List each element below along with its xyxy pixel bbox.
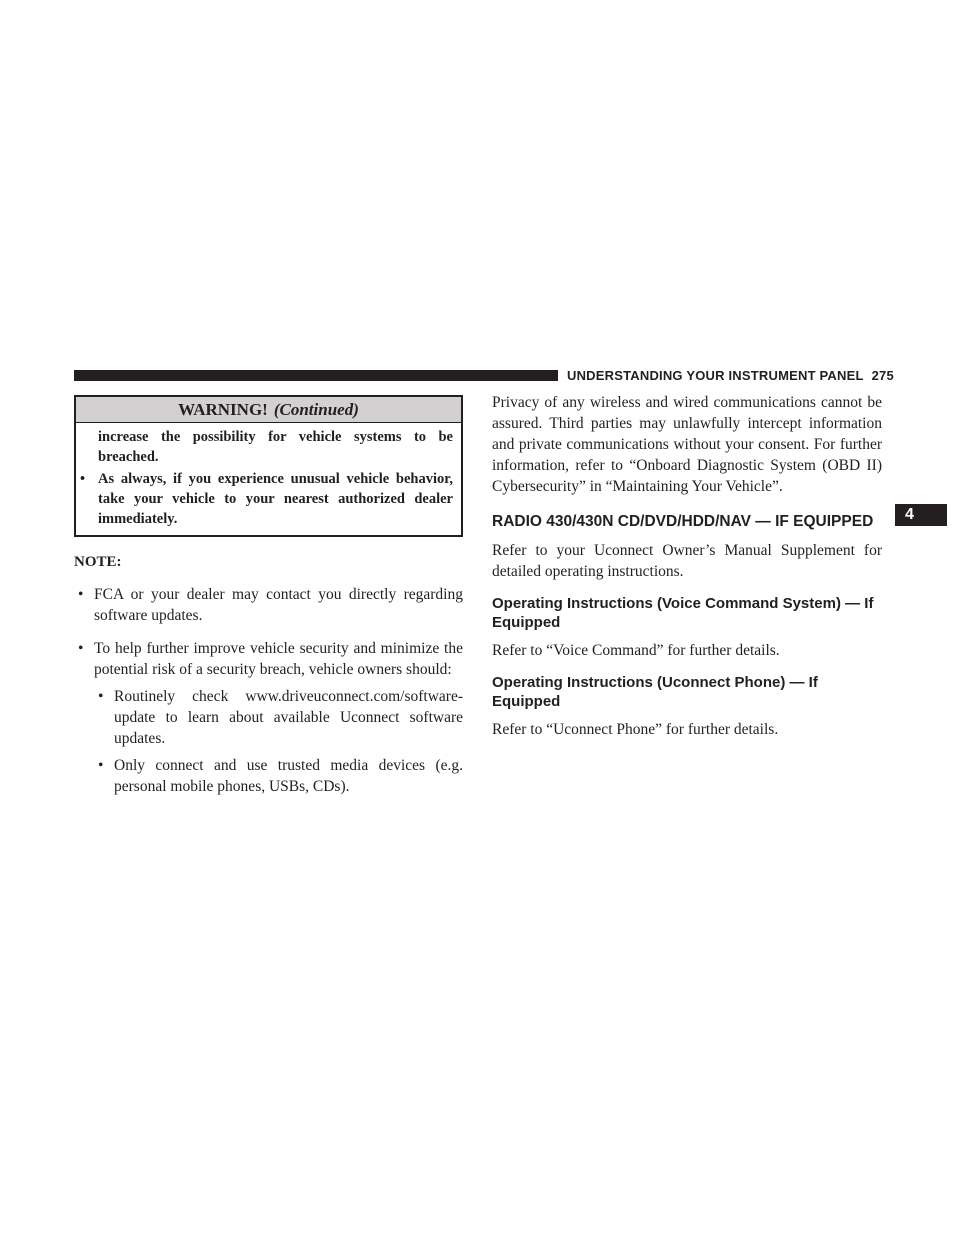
note-bullet <box>74 638 463 680</box>
warning-continued: (Continued) <box>273 400 359 419</box>
radio-text: Refer to your Uconnect Owner’s Manual Supplement for detailed operating instructions. <box>492 542 882 580</box>
warning-bullet-text: As always, if you experience unusual vehicle behavior, take your vehicle to your nearest authorized dealer immediately. <box>98 471 453 527</box>
radio-heading: RADIO 430/430N CD/DVD/HDD/NAV — IF EQUIPPED <box>492 513 874 530</box>
note-sub-bullet <box>74 755 463 797</box>
bullet-icon: • <box>98 688 104 705</box>
chapter-tab: 4 <box>895 504 947 526</box>
running-header <box>567 368 892 384</box>
note-sub-bullet <box>74 686 463 749</box>
voice-heading: Operating Instructions (Voice Command System) — If Equipped <box>492 595 874 631</box>
warning-box <box>74 395 463 537</box>
phone-heading: Operating Instructions (Uconnect Phone) — If Equipped <box>492 674 818 710</box>
note-sub-bullet-text: Only connect and use trusted media devices (e.g. personal mobile phones, USBs, CDs). <box>114 757 463 795</box>
warning-title: WARNING! <box>178 400 268 419</box>
voice-text: Refer to “Voice Command” for further details. <box>492 642 780 659</box>
note-bullet-text: FCA or your dealer may contact you directly regarding software updates. <box>94 586 463 624</box>
bullet-icon: • <box>78 586 84 603</box>
warning-continuation-text: increase the possibility for vehicle systems to be breached. <box>98 429 453 465</box>
bullet-icon: • <box>98 757 104 774</box>
privacy-paragraph: Privacy of any wireless and wired communications cannot be assured. Third parties may unlawfully intercept information and private communications without your consent. For further information, refer to “Onboard Diagnostic System (OBD II) Cybersecurity” in “Maintaining Your Vehicle”. <box>492 394 882 495</box>
warning-header <box>76 397 461 423</box>
note-bullet-text: To help further improve vehicle security and minimize the potential risk of a security breach, vehicle owners should: <box>94 640 463 678</box>
left-column <box>74 395 463 797</box>
note-label: NOTE: <box>74 554 122 570</box>
bullet-icon: • <box>80 471 86 487</box>
note-bullet <box>74 584 463 626</box>
note-sub-bullet-text: Routinely check www.driveuconnect.com/software-update to learn about available Uconnect software updates. <box>114 688 463 747</box>
bullet-icon: • <box>78 640 84 657</box>
warning-bullet <box>80 469 453 529</box>
phone-text: Refer to “Uconnect Phone” for further details. <box>492 721 779 738</box>
warning-body <box>76 423 461 535</box>
right-column <box>492 392 882 740</box>
section-title: UNDERSTANDING YOUR INSTRUMENT PANEL <box>567 368 864 383</box>
page-number: 275 <box>871 368 894 383</box>
header-rule <box>74 370 558 381</box>
